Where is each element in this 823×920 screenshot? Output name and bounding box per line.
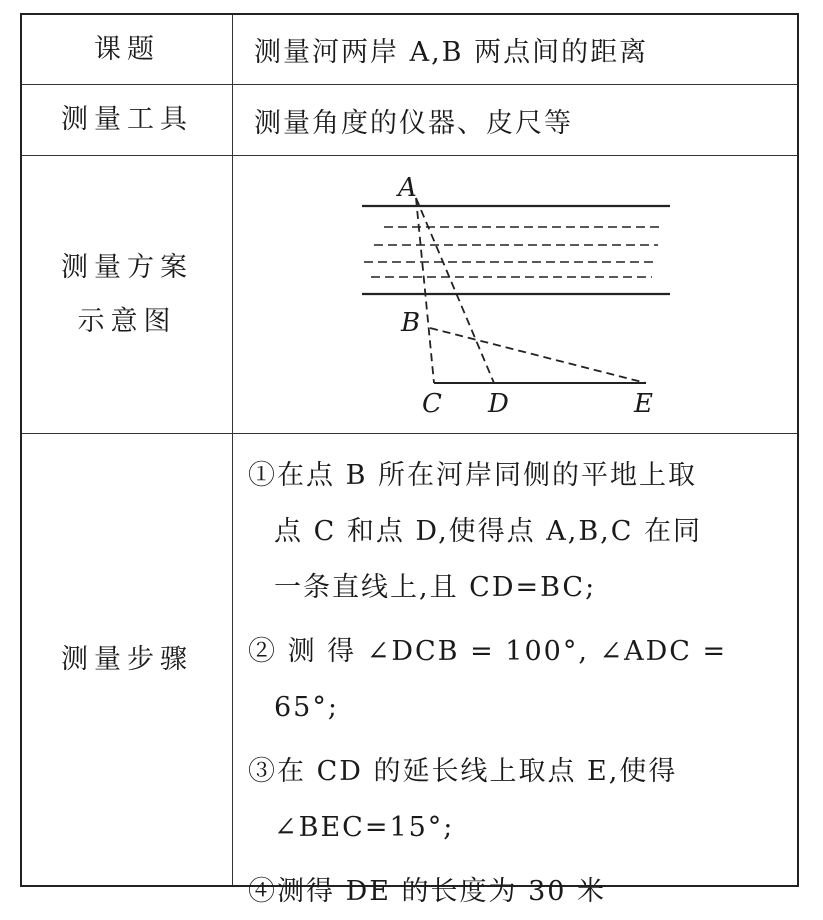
step-2: [248, 624, 797, 736]
step-3: [248, 744, 797, 856]
diagram-label-line-2: 示意图: [77, 305, 177, 337]
step-3-line-1: ③在 CD 的延长线上取点 E,使得: [248, 756, 678, 787]
diagram-label: [22, 156, 232, 433]
step-1: [248, 448, 797, 616]
step-1-line-3: 一条直线上,且 CD=BC;: [274, 572, 597, 603]
row-diagram: [22, 155, 797, 433]
point-label-B: B: [401, 308, 423, 338]
topic-value: 测量河两岸 A,B 两点间的距离: [254, 37, 649, 68]
step-1-line-1: ①在点 B 所在河岸同侧的平地上取: [248, 460, 698, 491]
row-tools: [22, 84, 797, 155]
point-label-C: C: [422, 389, 444, 419]
diagram-cell: [234, 156, 797, 433]
line-BE: [430, 328, 646, 383]
steps-list: [234, 434, 797, 907]
tools-value: 测量角度的仪器、皮尺等: [254, 107, 573, 139]
point-label-E: E: [634, 389, 655, 419]
row-steps: [22, 433, 797, 907]
row-topic: [22, 15, 797, 84]
topic-label: 课题: [94, 33, 160, 65]
line-AC: [416, 198, 434, 383]
step-2-line-2: 65°;: [274, 692, 339, 723]
step-1-line-2: 点 C 和点 D,使得点 A,B,C 在同: [274, 516, 703, 547]
tools-label: 测量工具: [61, 104, 193, 135]
step-4-line-1: ④测得 DE 的长度为 30 米: [248, 876, 607, 907]
step-3-line-2: ∠BEC=15°;: [274, 812, 455, 843]
point-label-A: A: [398, 173, 419, 203]
river-diagram: [234, 156, 797, 432]
measurement-table: [20, 13, 799, 907]
steps-label: 测量步骤: [61, 643, 193, 675]
diagram-label-line-1: 测量方案: [61, 251, 193, 283]
step-4: [248, 864, 797, 920]
line-AD: [416, 198, 494, 383]
step-2-line-1: ② 测 得 ∠DCB = 100°, ∠ADC =: [248, 636, 728, 667]
point-label-D: D: [488, 389, 511, 419]
